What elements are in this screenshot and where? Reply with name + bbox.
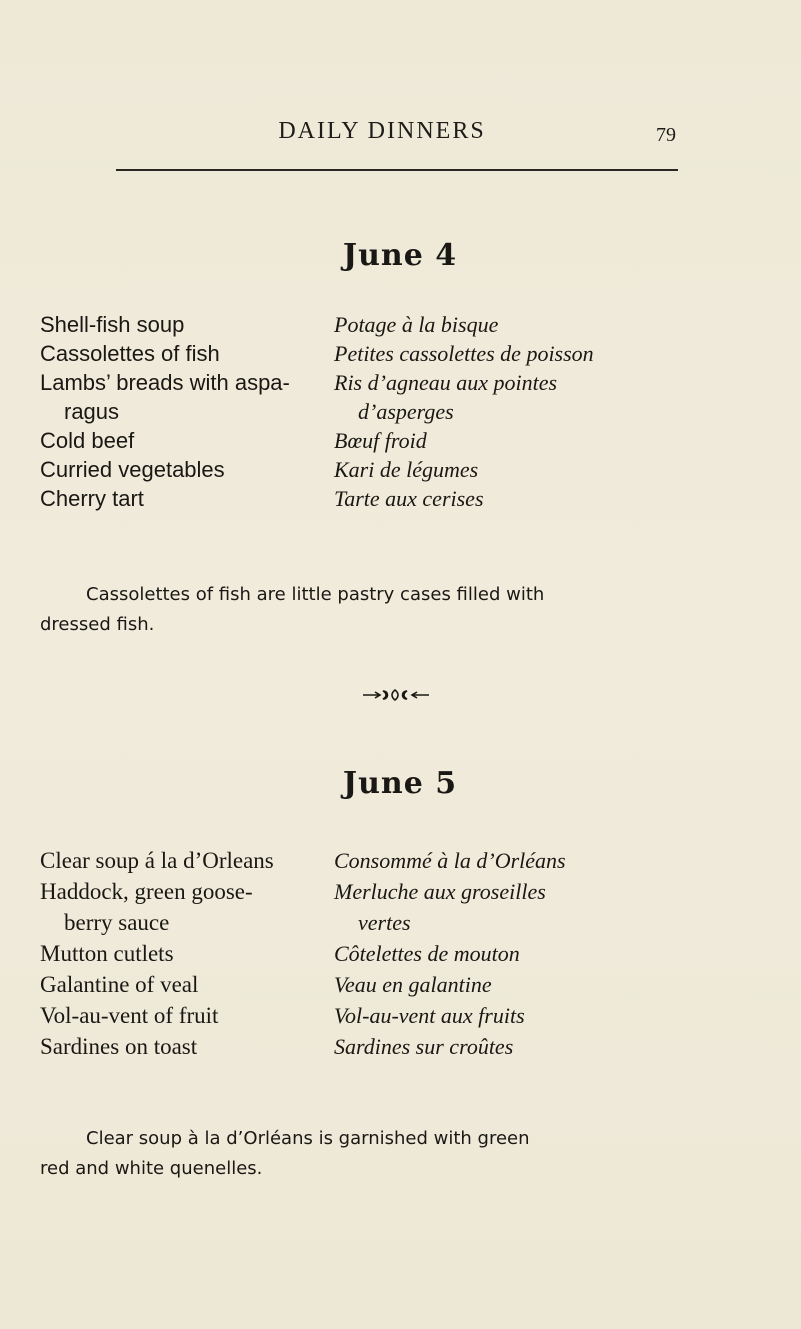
dish-french: Bœuf froid — [334, 428, 427, 453]
dish-english: Lambs’ breads with aspa- — [40, 370, 290, 395]
dish-english: Clear soup á la d’Orleans — [40, 848, 274, 873]
note-line: Clear soup à la d’Orléans is garnished with green — [86, 1128, 530, 1149]
dish-english: Haddock, green goose- — [40, 879, 253, 904]
dish-french-continued: d’asperges — [358, 399, 454, 424]
dish-english: Mutton cutlets — [40, 941, 174, 966]
day-heading-june-4: June 4 — [342, 238, 458, 273]
running-head: DAILY DINNERS — [278, 118, 486, 144]
dish-english: Shell-fish soup — [40, 312, 185, 337]
page-number: 79 — [656, 124, 676, 146]
dish-french: Tarte aux cerises — [334, 486, 484, 511]
dish-french: Sardines sur croûtes — [334, 1034, 514, 1059]
dish-french: Ris d’agneau aux pointes — [334, 370, 558, 395]
menu-row — [40, 339, 760, 368]
dish-english: Sardines on toast — [40, 1034, 198, 1059]
menu-row — [40, 846, 760, 877]
fleuron-ornament-icon — [361, 688, 431, 702]
dish-french: Veau en galantine — [334, 972, 492, 997]
dish-english-continued: berry sauce — [64, 910, 170, 935]
menu-row — [40, 970, 760, 1001]
dish-french: Petites cassolettes de poisson — [334, 341, 594, 366]
menu-june-4 — [40, 310, 760, 513]
note-line: Cassolettes of fish are little pastry cases filled with — [86, 584, 545, 605]
note-june-4 — [40, 580, 720, 640]
menu-row — [40, 1001, 760, 1032]
dish-french: Consommé à la d’Orléans — [334, 848, 566, 873]
dish-english: Curried vegetables — [40, 457, 225, 482]
menu-row — [40, 426, 760, 455]
menu-row — [40, 1032, 760, 1063]
day-heading-june-5: June 5 — [342, 766, 458, 801]
dish-french: Potage à la bisque — [334, 312, 499, 337]
dish-english: Cold beef — [40, 428, 135, 453]
menu-row — [40, 877, 760, 908]
dish-english-continued: ragus — [64, 399, 120, 424]
dish-english: Cherry tart — [40, 486, 144, 511]
note-line: red and white quenelles. — [40, 1158, 263, 1179]
menu-row — [40, 484, 760, 513]
dish-french: Vol-au-vent aux fruits — [334, 1003, 525, 1028]
dish-french: Merluche aux groseilles — [334, 879, 546, 904]
menu-june-5 — [40, 846, 760, 1063]
menu-row — [40, 908, 760, 939]
dish-french: Kari de légumes — [334, 457, 479, 482]
menu-row — [40, 310, 760, 339]
dish-english: Galantine of veal — [40, 972, 199, 997]
dish-french-continued: vertes — [358, 910, 411, 935]
menu-row — [40, 397, 760, 426]
header-rule — [116, 169, 678, 171]
dish-french: Côtelettes de mouton — [334, 941, 520, 966]
dish-english: Vol-au-vent of fruit — [40, 1003, 219, 1028]
menu-row — [40, 939, 760, 970]
menu-row — [40, 368, 760, 397]
dish-english: Cassolettes of fish — [40, 341, 220, 366]
menu-row — [40, 455, 760, 484]
note-june-5 — [40, 1124, 720, 1184]
note-line: dressed fish. — [40, 614, 155, 635]
